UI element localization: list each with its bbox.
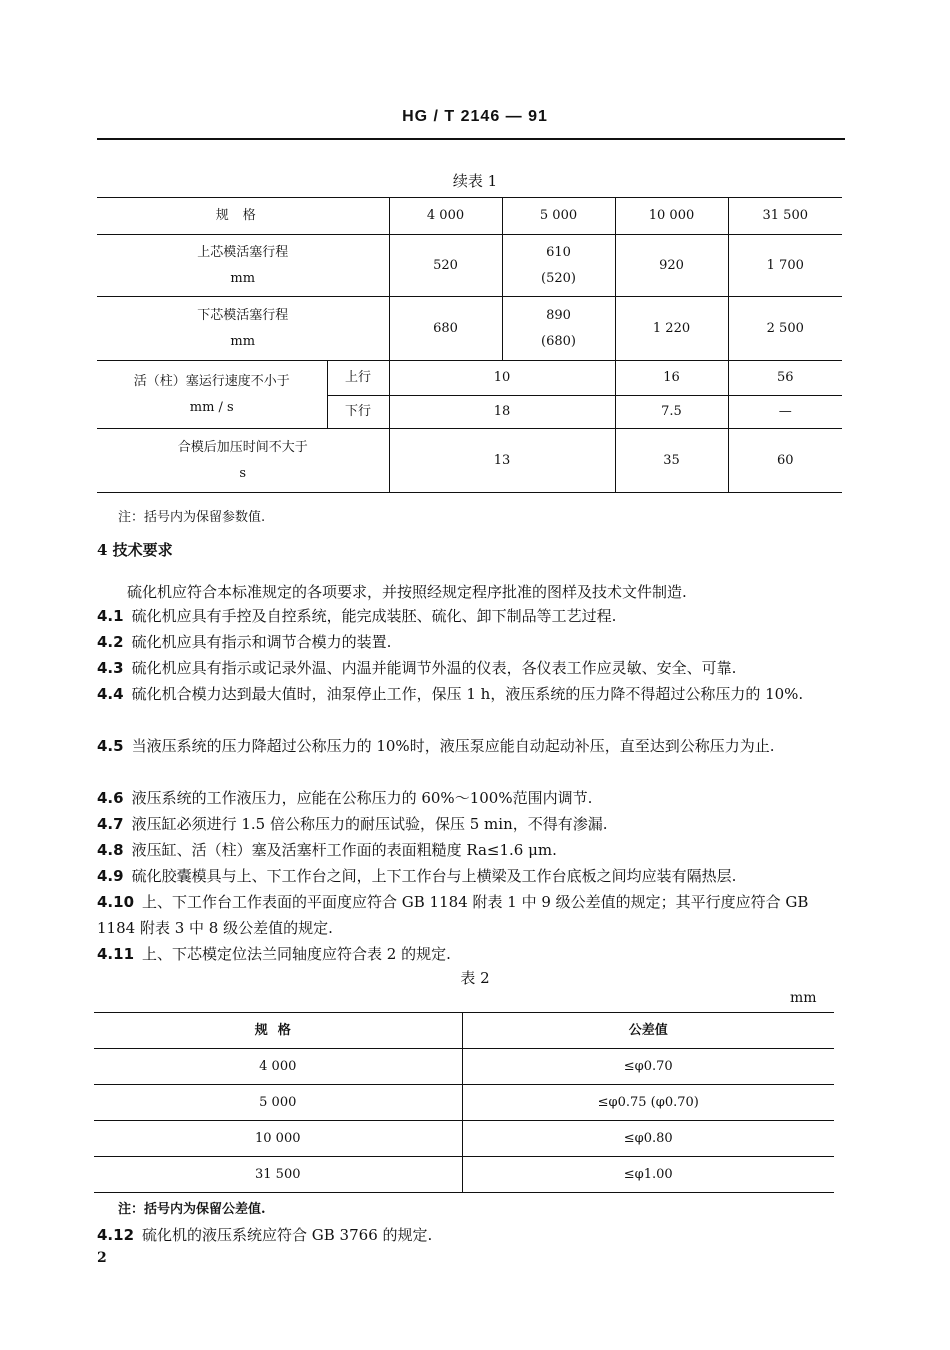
- table-cell: 35: [615, 429, 728, 493]
- table-row: [97, 198, 842, 235]
- clause-4-4: [97, 681, 842, 707]
- clause-number: 4.5: [97, 737, 124, 755]
- clause-4-5: [97, 733, 842, 759]
- page-number: 2: [97, 1250, 107, 1266]
- table-row: [94, 1085, 834, 1121]
- clause-text: 硫化机合模力达到最大值时，油泵停止工作，保压 1 h，液压系统的压力降不得超过公称压力的 10%.: [131, 685, 804, 703]
- cell-value: 610: [546, 244, 571, 260]
- cell-reserved-value: (680): [541, 333, 576, 349]
- clause-text: 硫化机应具有指示和调节合模力的装置.: [131, 633, 392, 651]
- clause-text: 液压缸、活（柱）塞及活塞杆工作面的表面粗糙度 Ra≤1.6 μm.: [131, 841, 557, 859]
- table-row: [97, 361, 842, 396]
- clause-text: 当液压系统的压力降超过公称压力的 10%时，液压泵应能自动起动补压，直至达到公称压力为止.: [131, 737, 775, 755]
- row-unit: mm: [230, 333, 256, 349]
- table-cell: 10: [389, 361, 615, 396]
- clause-4-10: [97, 889, 842, 941]
- table-cell: ≤φ0.70: [462, 1049, 834, 1085]
- clause-number: 4.11: [97, 945, 135, 963]
- table2: [94, 1012, 834, 1193]
- row-label-text: 上芯模活塞行程: [197, 244, 289, 260]
- clause-text: 硫化胶囊模具与上、下工作台之间，上下工作台与上横梁及工作台底板之间均应装有隔热层.: [131, 867, 737, 885]
- clause-4-11: [97, 941, 842, 967]
- row-label-text: 活（柱）塞运行速度不小于: [133, 373, 290, 389]
- table-cell: 18: [389, 396, 615, 429]
- table-cell: 1 220: [615, 297, 728, 361]
- clause-number: 4.9: [97, 867, 124, 885]
- clause-4-1: [97, 603, 842, 629]
- model-header: 5 000: [502, 198, 615, 235]
- spec-header: 规格: [94, 1013, 462, 1049]
- table2-note: 注：括号内为保留公差值.: [118, 1202, 266, 1217]
- clause-number: 4.10: [97, 893, 135, 911]
- table-row: [94, 1049, 834, 1085]
- model-header: 4 000: [389, 198, 502, 235]
- row-label-text: 下芯模活塞行程: [197, 307, 289, 323]
- section-intro: 硫化机应符合本标准规定的各项要求，并按照经规定程序批准的图样及技术文件制造.: [127, 583, 687, 601]
- table-cell: 920: [615, 235, 728, 297]
- tolerance-header: 公差值: [462, 1013, 834, 1049]
- clause-number: 4.2: [97, 633, 124, 651]
- spec-header: 规格: [97, 198, 389, 235]
- table-cell: 4 000: [94, 1049, 462, 1085]
- table-cell: 1 700: [728, 235, 842, 297]
- clause-text: 上、下工作台工作表面的平面度应符合 GB 1184 附表 1 中 9 级公差值的规定；其平行度应符合 GB 1184 附表 3 中 8 级公差值的规定.: [97, 893, 809, 937]
- table-cell: 31 500: [94, 1157, 462, 1193]
- cell-reserved-value: (520): [541, 270, 576, 286]
- clause-text: 硫化机应具有指示或记录外温、内温并能调节外温的仪表，各仪表工作应灵敏、安全、可靠.: [131, 659, 737, 677]
- table-cell: —: [728, 396, 842, 429]
- table-cell: ≤φ0.80: [462, 1121, 834, 1157]
- clause-number: 4.6: [97, 789, 124, 807]
- standard-header: HG / T 2146 — 91: [402, 108, 548, 125]
- clause-text: 硫化机应具有手控及自控系统，能完成装胚、硫化、卸下制品等工艺过程.: [131, 607, 617, 625]
- table-cell: ≤φ0.75 (φ0.70): [462, 1085, 834, 1121]
- table-row: [94, 1013, 834, 1049]
- model-header: 31 500: [728, 198, 842, 235]
- row-unit: s: [239, 465, 247, 481]
- table-row: [97, 235, 842, 297]
- table-row: [94, 1121, 834, 1157]
- clause-number: 4.12: [97, 1226, 135, 1244]
- table-cell: 56: [728, 361, 842, 396]
- table-cell: [502, 297, 615, 361]
- table-cell: 60: [728, 429, 842, 493]
- table-row: [97, 297, 842, 361]
- table-row: [94, 1157, 834, 1193]
- row-label: [97, 297, 389, 361]
- row-label: [97, 235, 389, 297]
- clause-number: 4.3: [97, 659, 124, 677]
- clause-text: 硫化机的液压系统应符合 GB 3766 的规定.: [142, 1226, 433, 1244]
- table-cell: 16: [615, 361, 728, 396]
- clause-number: 4.8: [97, 841, 124, 859]
- table-row: [97, 429, 842, 493]
- table-cell: 7.5: [615, 396, 728, 429]
- cell-value: 890: [546, 307, 571, 323]
- clause-4-8: [97, 837, 842, 863]
- header-rule: [97, 138, 845, 140]
- sub-label: 下行: [327, 396, 389, 429]
- clause-text: 上、下芯模定位法兰同轴度应符合表 2 的规定.: [142, 945, 451, 963]
- table-cell: 520: [389, 235, 502, 297]
- clause-number: 4.7: [97, 815, 124, 833]
- table-cell: 5 000: [94, 1085, 462, 1121]
- model-header: 10 000: [615, 198, 728, 235]
- row-unit: mm: [230, 270, 256, 286]
- table1: [97, 197, 842, 493]
- clause-text: 液压缸必须进行 1.5 倍公称压力的耐压试验，保压 5 min，不得有渗漏.: [131, 815, 608, 833]
- clause-4-12: [97, 1222, 842, 1248]
- clause-4-3: [97, 655, 842, 681]
- clause-text: 液压系统的工作液压力，应能在公称压力的 60%～100%范围内调节.: [131, 789, 593, 807]
- table-cell: 680: [389, 297, 502, 361]
- table2-caption: 表 2: [460, 969, 490, 987]
- clause-4-9: [97, 863, 842, 889]
- table1-note: 注：括号内为保留参数值.: [118, 510, 266, 525]
- clause-number: 4.4: [97, 685, 124, 703]
- row-label: [97, 429, 389, 493]
- table-cell: [502, 235, 615, 297]
- table1-caption: 续表 1: [452, 172, 498, 190]
- row-label-text: 合模后加压时间不大于: [177, 439, 308, 455]
- row-unit: mm / s: [189, 399, 234, 415]
- clause-4-7: [97, 811, 842, 837]
- row-label: [97, 361, 327, 429]
- clause-4-6: [97, 785, 842, 811]
- clause-4-2: [97, 629, 842, 655]
- sub-label: 上行: [327, 361, 389, 396]
- table-cell: 10 000: [94, 1121, 462, 1157]
- table-cell: 2 500: [728, 297, 842, 361]
- table2-unit: mm: [790, 990, 817, 1006]
- section-title: 4 技术要求: [97, 541, 173, 559]
- clause-number: 4.1: [97, 607, 124, 625]
- table-cell: ≤φ1.00: [462, 1157, 834, 1193]
- table-cell: 13: [389, 429, 615, 493]
